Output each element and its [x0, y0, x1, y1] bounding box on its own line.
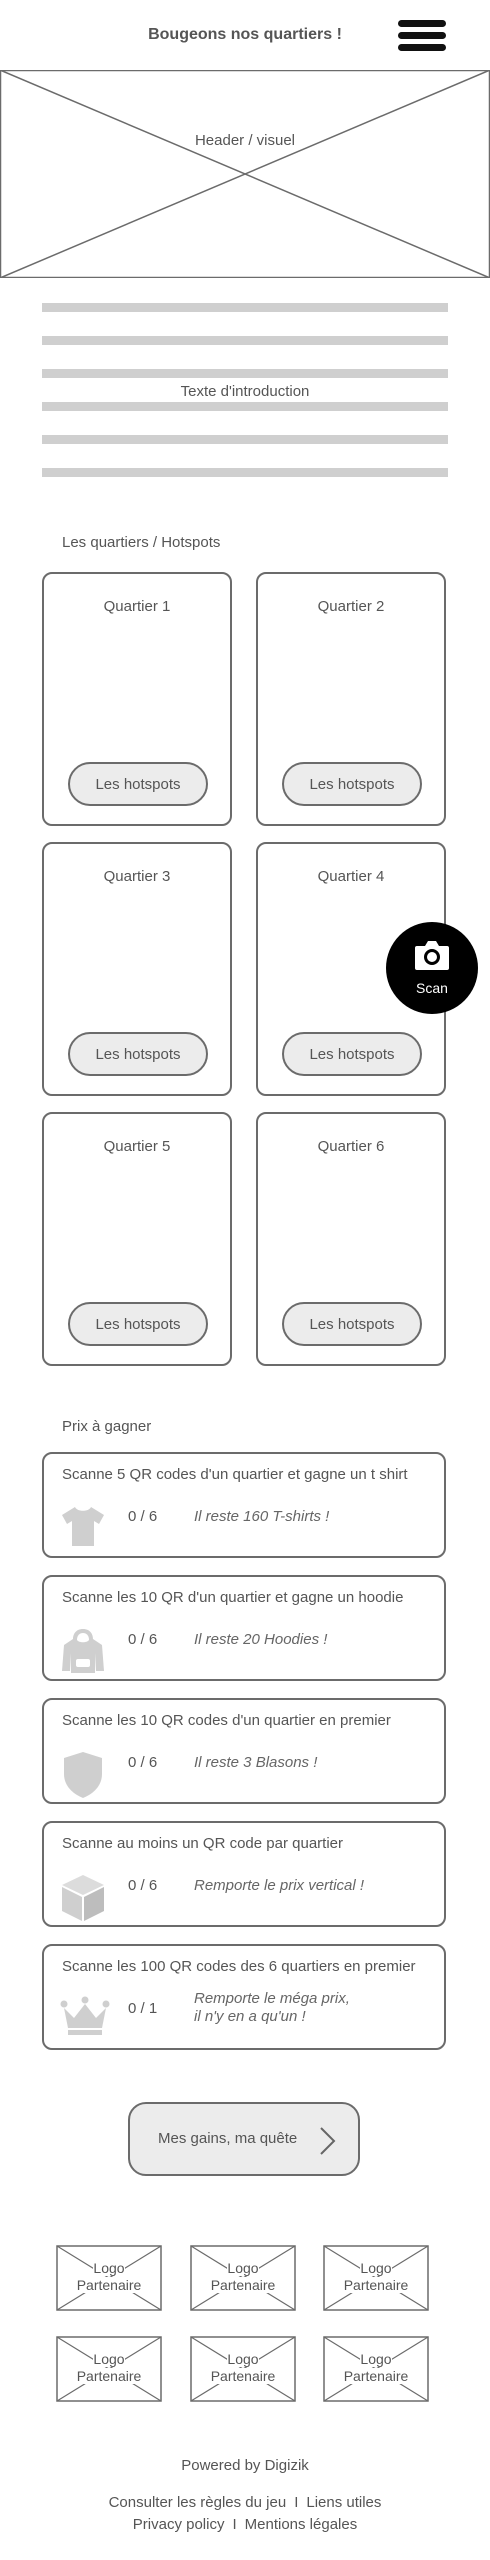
quartier-name: Quartier 3	[103, 868, 171, 885]
scan-button[interactable]	[386, 922, 478, 1014]
footer-legal-row	[0, 2516, 490, 2533]
prize-progress: 0 / 6	[128, 1508, 158, 1525]
prize-title: Scanne les 10 QR codes d'un quartier en premier	[62, 1712, 391, 1729]
quartier-name: Quartier 4	[317, 868, 385, 885]
partner-logo-label: Partenaire	[343, 2277, 409, 2293]
prize-progress: 0 / 6	[128, 1631, 158, 1648]
quartier-card[interactable]	[42, 842, 232, 1096]
useful-links-link[interactable]: Liens utiles	[306, 2494, 382, 2511]
hotspots-button[interactable]: Les hotspots	[68, 762, 208, 806]
prizes-section-title: Prix à gagner	[62, 1418, 152, 1435]
prize-card	[42, 1575, 446, 1681]
header-visual-label: Header / visuel	[194, 132, 296, 149]
partner-logo[interactable]	[323, 2336, 429, 2402]
partner-logo-label: Logo	[93, 2351, 125, 2367]
partner-logo[interactable]	[190, 2336, 296, 2402]
hotspots-button[interactable]: Les hotspots	[282, 1032, 422, 1076]
prize-note-line: il n'y en a qu'un !	[194, 2008, 306, 2025]
box-icon	[60, 1873, 106, 1923]
quartier-card[interactable]	[256, 572, 446, 826]
quartier-card[interactable]	[42, 572, 232, 826]
footer-separator: I	[294, 2494, 299, 2511]
prize-title: Scanne les 10 QR d'un quartier et gagne un hoodie	[62, 1589, 404, 1606]
crown-icon	[60, 1996, 110, 2036]
hoodie-icon	[60, 1627, 106, 1675]
chevron-right-icon	[316, 2124, 338, 2158]
quartier-name: Quartier 2	[317, 598, 385, 615]
top-bar	[0, 0, 490, 71]
prize-note-line: Remporte le méga prix,	[194, 1990, 350, 2007]
hotspots-button[interactable]: Les hotspots	[282, 762, 422, 806]
powered-by: Powered by Digizik	[181, 2457, 309, 2474]
tshirt-icon	[60, 1504, 106, 1548]
hotspots-button[interactable]: Les hotspots	[68, 1302, 208, 1346]
quartier-card[interactable]	[256, 1112, 446, 1366]
partner-logo-label: Logo	[227, 2351, 259, 2367]
intro-block	[42, 303, 448, 481]
partner-logo[interactable]	[56, 2245, 162, 2311]
partner-logo-label: Partenaire	[76, 2368, 142, 2384]
prize-card	[42, 1452, 446, 1558]
partner-logo[interactable]	[56, 2336, 162, 2402]
game-rules-link[interactable]: Consulter les règles du jeu	[108, 2494, 287, 2511]
partner-logo[interactable]	[323, 2245, 429, 2311]
partner-logo-label: Logo	[93, 2260, 125, 2276]
partner-logo-label: Partenaire	[210, 2277, 276, 2293]
prize-title: Scanne 5 QR codes d'un quartier et gagne un t shirt	[62, 1466, 408, 1483]
prize-note: Il reste 3 Blasons !	[194, 1754, 318, 1771]
app-title: Bougeons nos quartiers !	[148, 26, 342, 43]
prize-card	[42, 1698, 446, 1804]
header-visual	[0, 70, 490, 278]
prize-progress: 0 / 6	[128, 1754, 158, 1771]
quartiers-section-title: Les quartiers / Hotspots	[62, 534, 221, 551]
quartier-name: Quartier 1	[103, 598, 171, 615]
partner-logo-label: Partenaire	[210, 2368, 276, 2384]
partner-logo-label: Partenaire	[76, 2277, 142, 2293]
camera-icon	[414, 938, 450, 972]
scan-label: Scan	[416, 980, 448, 996]
hotspots-button[interactable]: Les hotspots	[68, 1032, 208, 1076]
quartier-name: Quartier 5	[103, 1138, 171, 1155]
prize-title: Scanne les 100 QR codes des 6 quartiers en premier	[62, 1958, 416, 1975]
quartier-name: Quartier 6	[317, 1138, 385, 1155]
partner-logo[interactable]	[190, 2245, 296, 2311]
shield-icon	[60, 1750, 106, 1800]
legal-notice-link[interactable]: Mentions légales	[244, 2516, 358, 2533]
footer-separator: I	[232, 2516, 237, 2533]
partner-logo-label: Logo	[227, 2260, 259, 2276]
prize-note	[194, 1990, 350, 2026]
hotspots-button[interactable]: Les hotspots	[282, 1302, 422, 1346]
menu-icon[interactable]	[398, 18, 446, 54]
prize-note: Il reste 160 T-shirts !	[194, 1508, 330, 1525]
my-quest-button[interactable]	[128, 2102, 360, 2176]
partner-logo-label: Logo	[360, 2260, 392, 2276]
prize-title: Scanne au moins un QR code par quartier	[62, 1835, 343, 1852]
quartier-card[interactable]	[42, 1112, 232, 1366]
partner-logo-label: Logo	[360, 2351, 392, 2367]
prize-note: Remporte le prix vertical !	[194, 1877, 365, 1894]
privacy-policy-link[interactable]: Privacy policy	[132, 2516, 225, 2533]
partner-logo-label: Partenaire	[343, 2368, 409, 2384]
prize-card	[42, 1821, 446, 1927]
intro-text: Texte d'introduction	[42, 383, 448, 400]
footer-links-row	[0, 2494, 490, 2511]
prize-progress: 0 / 1	[128, 2000, 158, 2017]
prize-card	[42, 1944, 446, 2050]
prize-note: Il reste 20 Hoodies !	[194, 1631, 328, 1648]
my-quest-label: Mes gains, ma quête	[158, 2130, 298, 2147]
prize-progress: 0 / 6	[128, 1877, 158, 1894]
